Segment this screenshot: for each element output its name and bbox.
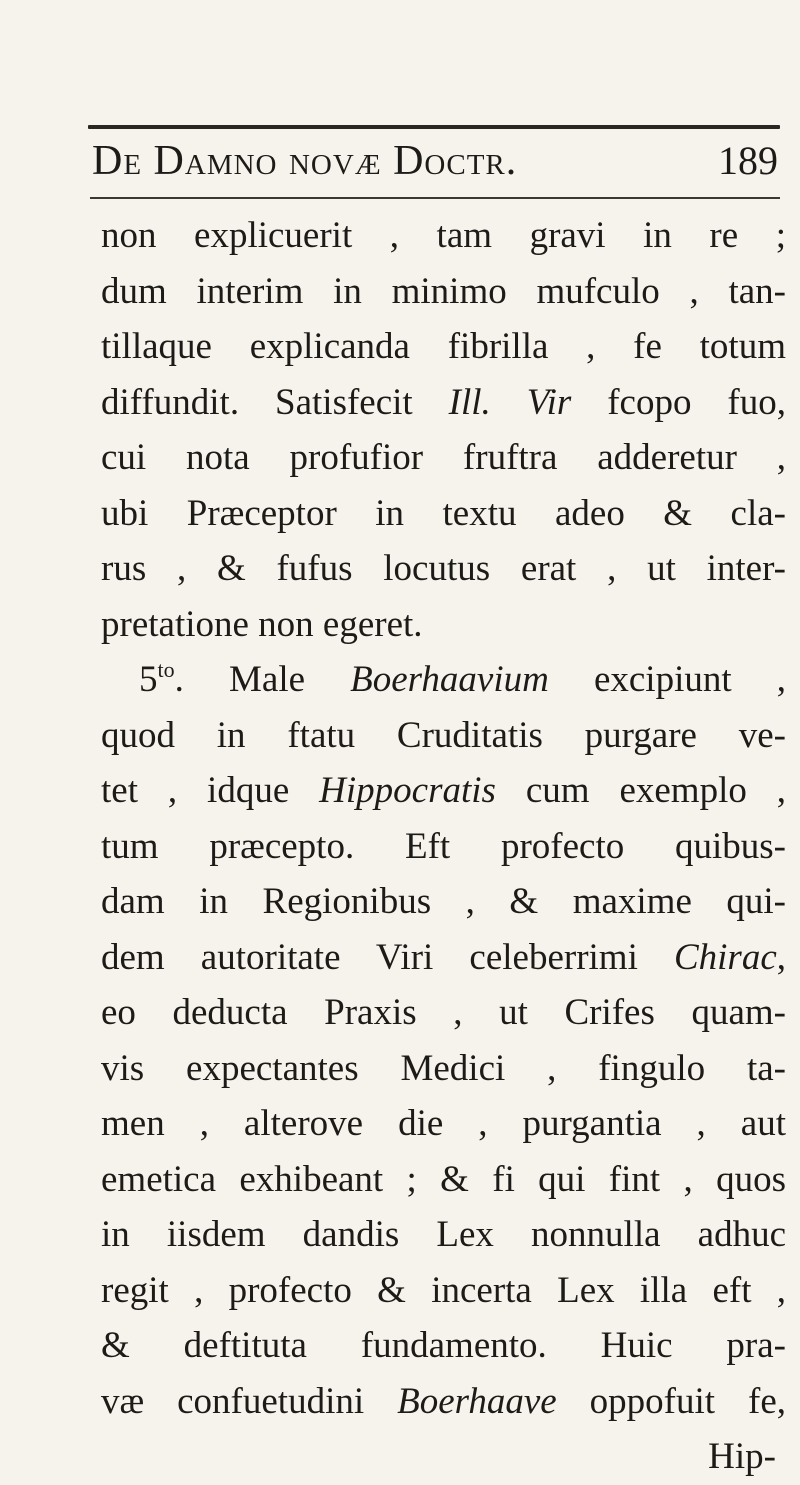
text-span: væ confuetudini bbox=[101, 1380, 398, 1422]
running-title: De Damno novæ Doctr. bbox=[92, 138, 518, 184]
text-line bbox=[101, 1152, 786, 1208]
text-line bbox=[101, 541, 786, 597]
text-span: dam in Regionibus , & maxime qui- bbox=[101, 881, 786, 922]
text-span: fcopo fuo, bbox=[571, 381, 786, 423]
text-span: excipiunt , bbox=[548, 659, 786, 700]
text-line bbox=[101, 1096, 786, 1152]
text-span: cui nota profufior fruftra adderetur , bbox=[101, 437, 786, 478]
text-span: dem autoritate Viri celeberrimi bbox=[101, 936, 674, 978]
text-span: cum exemplo , bbox=[495, 770, 787, 811]
text-line bbox=[101, 763, 786, 819]
text-line bbox=[101, 486, 786, 542]
text-span: . Male bbox=[174, 659, 351, 700]
text-span: tet , idque bbox=[101, 770, 320, 811]
text-span: emetica exhibeant ; & fi qui fint , quos bbox=[101, 1158, 786, 1200]
catchword-line bbox=[101, 1429, 786, 1485]
italic-span: Ill. Vir bbox=[448, 381, 572, 423]
text-line bbox=[101, 375, 786, 431]
italic-span: Boerhaavium bbox=[350, 659, 549, 700]
text-line bbox=[101, 819, 786, 875]
text-span: oppofuit fe, bbox=[556, 1380, 787, 1422]
header-rule-bottom bbox=[90, 197, 780, 199]
header-rule-top bbox=[88, 125, 780, 129]
text-span: dum interim in minimo mufculo , tan- bbox=[101, 270, 786, 312]
text-span: regit , profecto & incerta Lex illa eft , bbox=[101, 1269, 786, 1311]
text-span: rus , & fufus locutus erat , ut inter- bbox=[101, 548, 786, 589]
text-line bbox=[101, 597, 786, 653]
text-line bbox=[101, 264, 786, 320]
text-span: ubi Præceptor in textu adeo & cla- bbox=[101, 492, 786, 534]
text-line bbox=[101, 430, 786, 486]
text-span: diffundit. Satisfecit bbox=[101, 381, 449, 423]
text-line bbox=[101, 985, 786, 1041]
text-span: in iisdem dandis Lex nonnulla adhuc bbox=[101, 1214, 786, 1255]
text-span: eo deducta Praxis , ut Crifes quam- bbox=[101, 992, 786, 1033]
text-span: , bbox=[776, 936, 786, 978]
italic-span: Boerhaave bbox=[397, 1380, 557, 1422]
text-span: men , alterove die , purgantia , aut bbox=[101, 1103, 786, 1144]
text-line bbox=[101, 874, 786, 930]
text-span: non explicuerit , tam gravi in re ; bbox=[101, 215, 786, 256]
text-span: quod in ftatu Cruditatis purgare ve- bbox=[101, 714, 786, 756]
text-line bbox=[101, 1263, 786, 1319]
italic-span: Chirac bbox=[673, 936, 777, 978]
text-line bbox=[101, 930, 786, 986]
running-header bbox=[92, 137, 782, 195]
text-line bbox=[101, 708, 786, 764]
text-line bbox=[101, 1041, 786, 1097]
text-span: tum præcepto. Eft profecto quibus- bbox=[101, 825, 786, 867]
text-line bbox=[101, 319, 786, 375]
text-span: pretatione non egeret. bbox=[101, 603, 423, 645]
italic-span: Hippocratis bbox=[319, 770, 496, 811]
text-line bbox=[101, 1374, 786, 1430]
text-line bbox=[101, 1207, 786, 1263]
paragraph-start-line bbox=[101, 652, 786, 708]
page-number: 189 bbox=[718, 138, 778, 183]
text-line bbox=[101, 208, 786, 264]
section-number: 5 bbox=[139, 659, 158, 700]
text-span: vis expectantes Medici , fingulo ta- bbox=[101, 1047, 786, 1089]
ordinal-superscript: to bbox=[157, 657, 175, 682]
catchword: Hip- bbox=[708, 1436, 776, 1477]
text-span: & deftituta fundamento. Huic pra- bbox=[101, 1325, 786, 1366]
text-line bbox=[101, 1318, 786, 1374]
body-text bbox=[101, 208, 786, 1485]
text-span: tillaque explicanda fibrilla , fe totum bbox=[101, 326, 786, 367]
